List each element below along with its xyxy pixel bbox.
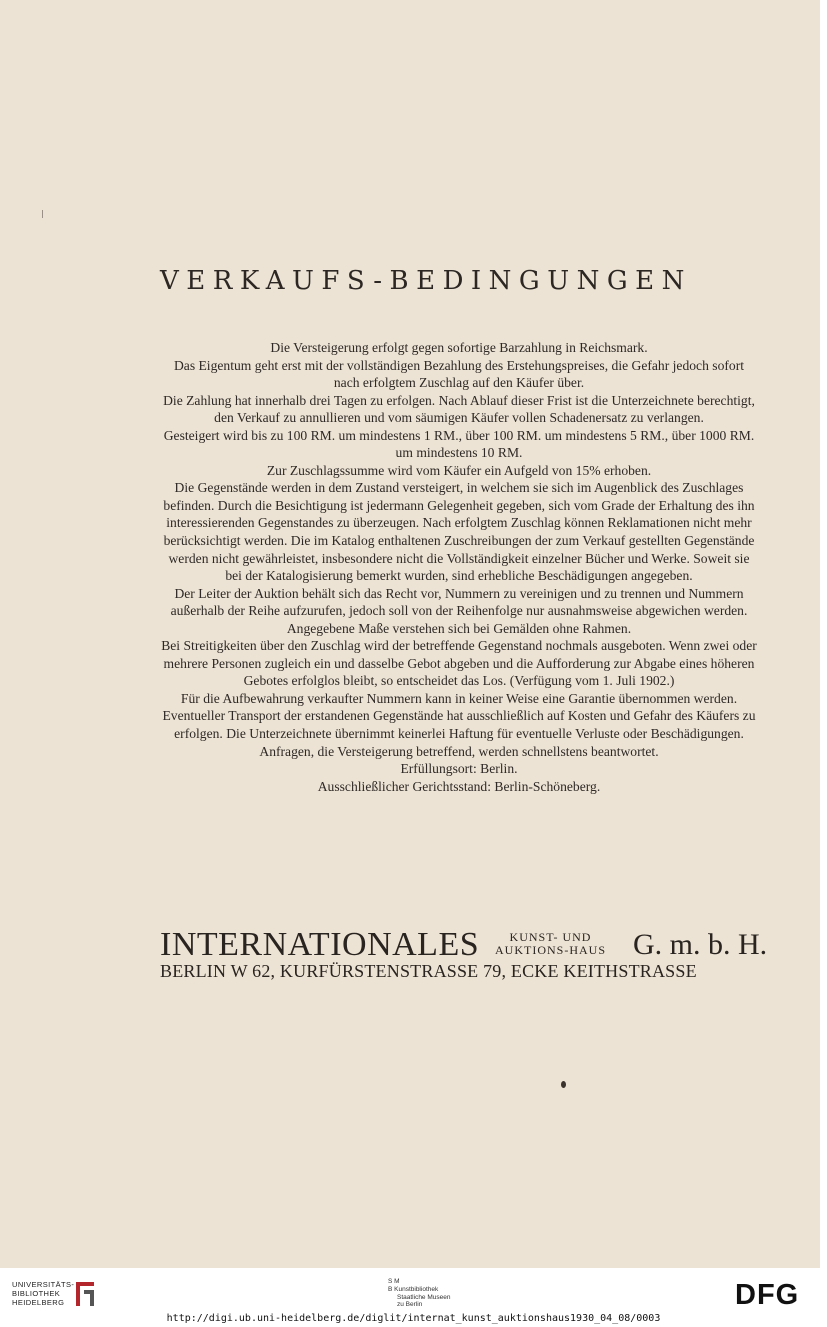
museum-line3: Staatliche Museen [397, 1293, 451, 1301]
condition-paragraph: Angegebene Maße verstehen sich bei Gemälden ohne Rahmen. [286, 620, 632, 636]
firm-type-line2: AUKTIONS-HAUS [495, 943, 606, 957]
condition-paragraph: Die Gegenstände werden in dem Zustand versteigert, in welchem sie sich im Augenblick des Zuschlages befinden. Durch die Besichtigung ist jedermann Gelegenheit gegeben, sich vom Grade der Erhaltung des ihn interessierenden Gegenstandes zu überzeugen. Nach erfolgtem Zuschlag können Reklamationen nicht mehr berücksichtigt werden. Die im Katalog enthaltenen Zuschreibungen der zum Verkauf gestellten Gegenstände werden nicht gewährleistet, insbesondere nicht die Vollständigkeit einzelner Bücher und Werke. Soweit sie bei der Katalogisierung bemerkt wurden, sind erhebliche Beschädigungen angegeben. [163, 480, 755, 584]
condition-paragraph: Erfüllungsort: Berlin. [400, 761, 518, 777]
condition-paragraph: Gesteigert wird bis zu 100 RM. um mindestens 1 RM., über 100 RM. um mindestens 5 RM., über 1000 RM. um mindestens 10 RM. [163, 427, 755, 461]
university-line1: UNIVERSITÄTS- [12, 1280, 75, 1289]
museum-logo[interactable] [388, 1278, 450, 1309]
university-library-logo[interactable] [12, 1280, 74, 1307]
condition-paragraph: Das Eigentum geht erst mit der vollständigen Bezahlung des Erstehungspreises, die Gefahr jedoch sofort nach erfolgtem Zuschlag auf den Käufer über. [173, 357, 745, 391]
firm-name-line [160, 925, 768, 965]
university-line3: HEIDELBERG [12, 1298, 65, 1307]
page-title: VERKAUFS-BEDINGUNGEN [160, 266, 692, 296]
dfg-logo[interactable]: DFG [735, 1279, 800, 1311]
firm-legal-form: G. m. b. H. [633, 928, 768, 961]
page-edge [820, 0, 827, 1268]
firm-type-line1: KUNST- UND [509, 930, 592, 944]
university-emblem-icon [72, 1278, 98, 1310]
page-mark [42, 210, 43, 218]
museum-line2: B Kunstbibliothek [388, 1285, 439, 1293]
conditions-text [160, 339, 758, 795]
museum-line1: S M [388, 1278, 400, 1285]
museum-line4: zu Berlin [397, 1301, 423, 1309]
page-url[interactable]: http://digi.ub.uni-heidelberg.de/diglit/internat_kunst_auktionshaus1930_04_08/0003 [166, 1313, 661, 1324]
firm-type [495, 931, 606, 957]
condition-paragraph: Der Leiter der Auktion behält sich das Recht vor, Nummern zu vereinigen und zu trennen und Nummern außerhalb der Reihe aufzurufen, jedoch soll von der Reihenfolge nur ausnahmsweise abgewichen werden. [170, 585, 748, 619]
university-line2: BIBLIOTHEK [12, 1289, 61, 1298]
condition-paragraph: Anfragen, die Versteigerung betreffend, werden schnellstens beantwortet. [259, 743, 659, 759]
firm-address: BERLIN W 62, KURFÜRSTENSTRASSE 79, ECKE KEITHSTRASSE [160, 961, 697, 981]
condition-paragraph: Ausschließlicher Gerichtsstand: Berlin-Schöneberg. [317, 778, 601, 794]
condition-paragraph: Die Versteigerung erfolgt gegen sofortige Barzahlung in Reichsmark. [270, 340, 648, 355]
condition-paragraph: Für die Aufbewahrung verkaufter Nummern kann in keiner Weise eine Garantie übernommen werden. Eventueller Transport der erstandenen Gegenstände hat ausschließlich auf Kosten und Gefahr des Käufers zu erfolgen. Die Unterzeichnete übernimmt keinerlei Haftung für eventuelle Verluste oder Beschädigungen. [162, 690, 756, 742]
condition-paragraph: Zur Zuschlagssumme wird vom Käufer ein Aufgeld von 15% erhoben. [266, 462, 652, 478]
condition-paragraph: Bei Streitigkeiten über den Zuschlag wird der betreffende Gegenstand nochmals ausgeboten. Wenn zwei oder mehrere Personen zugleich ein und dasselbe Gebot abgeben und die Aufforderung zur Abgabe eines höheren Gebotes erfolglos bleibt, so entscheidet das Los. (Verfügung vom 1. Juli 1902.) [161, 638, 757, 689]
ink-spot [561, 1081, 566, 1088]
condition-paragraph: Die Zahlung hat innerhalb drei Tagen zu erfolgen. Nach Ablauf dieser Frist ist die Unterzeichnete berechtigt, den Verkauf zu annullieren und vom säumigen Käufer vollen Schadenersatz zu verlangen. [163, 392, 755, 426]
firm-name: INTERNATIONALES [160, 926, 480, 963]
